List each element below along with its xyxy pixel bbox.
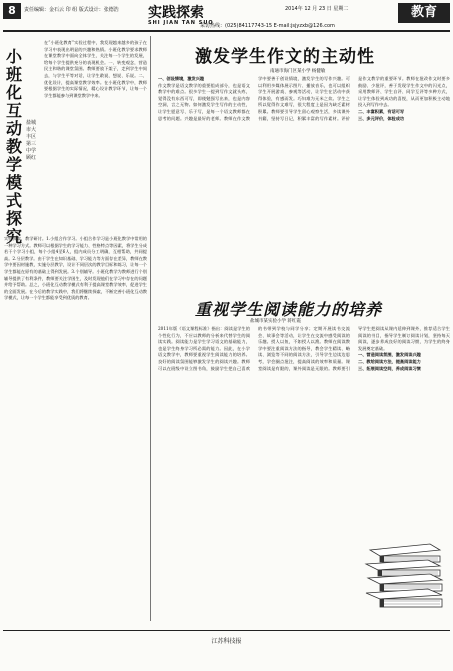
article-a-title: 激发学生作文的主动性 [195, 47, 375, 67]
article-a-author: 南通市海门区某小学 杨健敏 [270, 69, 326, 74]
books-illustration [360, 520, 450, 620]
article-a-text: 作文教学是语文教学的重要组成部分，也是语文教学中的难点。很多学生一提到写作文就头疼，觉得没有东西可写，即使勉强写出来，也是内容空洞，言之无物。如何激发学生写作的主动性，让学生愿意写、乐于写，是每一个语文教师都在思考的问题。兴趣是最好的老师。教师在作文教学中要善于创设情境，激发学生的写作兴趣。可以利用多媒体展示图片、播放音乐，也可以组织学生开展游戏、参观等活动，让学生在活动中获得体验，有感而发。巧妇难为无米之炊。学生之所以觉得作文难写，很大程度上是因为缺乏素材积累。教师要引导学生留心观察生活，多读课外书籍，坚持写日记，积累丰富的写作素材。评价是作文教学的重要环节。教师在批改作文时要多鼓励、少批评，善于发现学生作文中的闪光点，采用教师评、学生自评、同学互评等多种方式，让学生体验到成功的喜悦，从而更加积极主动地投入到写作中去。 [158, 76, 450, 121]
section-pinyin: SHI JIAN TAN SUO [148, 20, 214, 26]
left-article-author: 盐城市大丰区第三中学 顾红 [26, 120, 37, 161]
left-article-body-bottom: 实验探索，教学研讨。1.小组合作学习。小组合作学习是小班化教学中常用的一种学习方式。教师可以根据学生的学习能力、性格特点等因素，将学生分成若干个学习小组，每个小组4至6人，组内成员分工明确，互相帮助，共同提高。2.分层教学。由于学生在知识基础、学习能力等方面存在差异，教师在教学中要因材施教，实施分层教学，设计不同层次的教学目标和练习，让每一个学生都能在原有的基础上得到发展。3.个别辅导。小班化教学为教师进行个别辅导提供了有利条件，教师要关注学困生，及时发现他们在学习中存在的问题并给予帮助。总之，小班化互动教学模式有利于提高课堂教学效率，促进学生的全面发展。在今后的教学实践中，我们将继续探索，不断完善小班化互动教学模式，让每一个学生都能享受到优质的教育。 [4, 236, 147, 301]
masthead-brand: 教育 [398, 3, 450, 23]
article-b-title: 重视学生阅读能力的培养 [195, 300, 383, 319]
section-title: 实践探索 [148, 5, 204, 21]
article-a-subhead-1: 一、创设情境，激发兴趣 [158, 76, 205, 81]
article-b-text: 2011年版《语文课程标准》指出：阅读是学生的个性化行为，不应以教师的分析来代替学生的阅读实践。阅读能力是学生学习语文的基础能力，也是学生终身学习所必需的能力。因此，在小学语文教学中，教师要重视学生阅读能力的培养。良好的阅读氛围能够激发学生的阅读兴趣。教师可以在班级中设立图书角，鼓励学生把自己喜欢的书带到学校与同学分享；定期开展读书交流会、故事会等活动，让学生在交流中感受阅读的乐趣。授人以鱼，不如授人以渔。教师在阅读教学中要注重阅读方法的指导，教会学生精读、略读、浏览等不同的阅读方法，引导学生边读边思考，学会圈点批注，提高阅读的效率和质量。课堂阅读是有限的，课外阅读是无限的。教师要引导学生把阅读从课内延伸到课外，推荐适合学生阅读的书目，指导学生制订阅读计划，坚持每天阅读，逐步养成良好的阅读习惯，为学生的终身发展奠定基础。 [158, 326, 450, 371]
page-number: 8 [3, 3, 21, 19]
article-b-subhead-1: 一、营造阅读氛围，激发阅读兴趣 [358, 352, 421, 358]
footer-rule [3, 630, 450, 631]
left-article-title: 小班化互动教学模式探究 [6, 47, 23, 246]
article-a-body [158, 76, 450, 310]
column-divider [150, 36, 151, 621]
issue-date: 2014年 12 月 23 日 星期二 [285, 6, 349, 12]
contact-info: 采访热线：(025)84117743-15 E-mail:jsjyzxb@126.com [200, 23, 335, 29]
header-rule [3, 30, 450, 32]
article-a-subhead-2: 二、丰富积累，有话可写 [358, 108, 405, 114]
left-article-body-top: 在“小班化教育”实验过程中，我发现越来越多的孩子在学习中表现出明显的兴趣和热情。小班化教学要求教师在课堂教学中面向全体学生，关注每一个学生的发展，给每个学生提供充分的表现机会。一、转变观念，营造民主和谐的课堂氛围。教师要放下架子，走到学生中间去，与学生平等对话，让学生敢说、想说、乐说。二、优化设计，提高课堂教学效率。在小班化教学中，教师要根据学生的实际情况，精心设计教学环节，让每一个学生都能参与到课堂教学中来。 [44, 40, 147, 98]
article-a-subhead-3: 三、多元评价，体验成功 [358, 115, 405, 121]
article-b-author: 盐城市某实验小学 蒋红霞 [250, 319, 301, 324]
editor-credits: 责任编辑：金石云 印 组 版式设计：张德浩 [24, 7, 119, 13]
footer-publisher: 江苏科技报 [211, 638, 242, 645]
article-b-subhead-2: 二、教给阅读方法，提高阅读能力 [358, 358, 421, 364]
article-b-subhead-3: 三、拓展阅读空间，养成阅读习惯 [358, 365, 421, 371]
